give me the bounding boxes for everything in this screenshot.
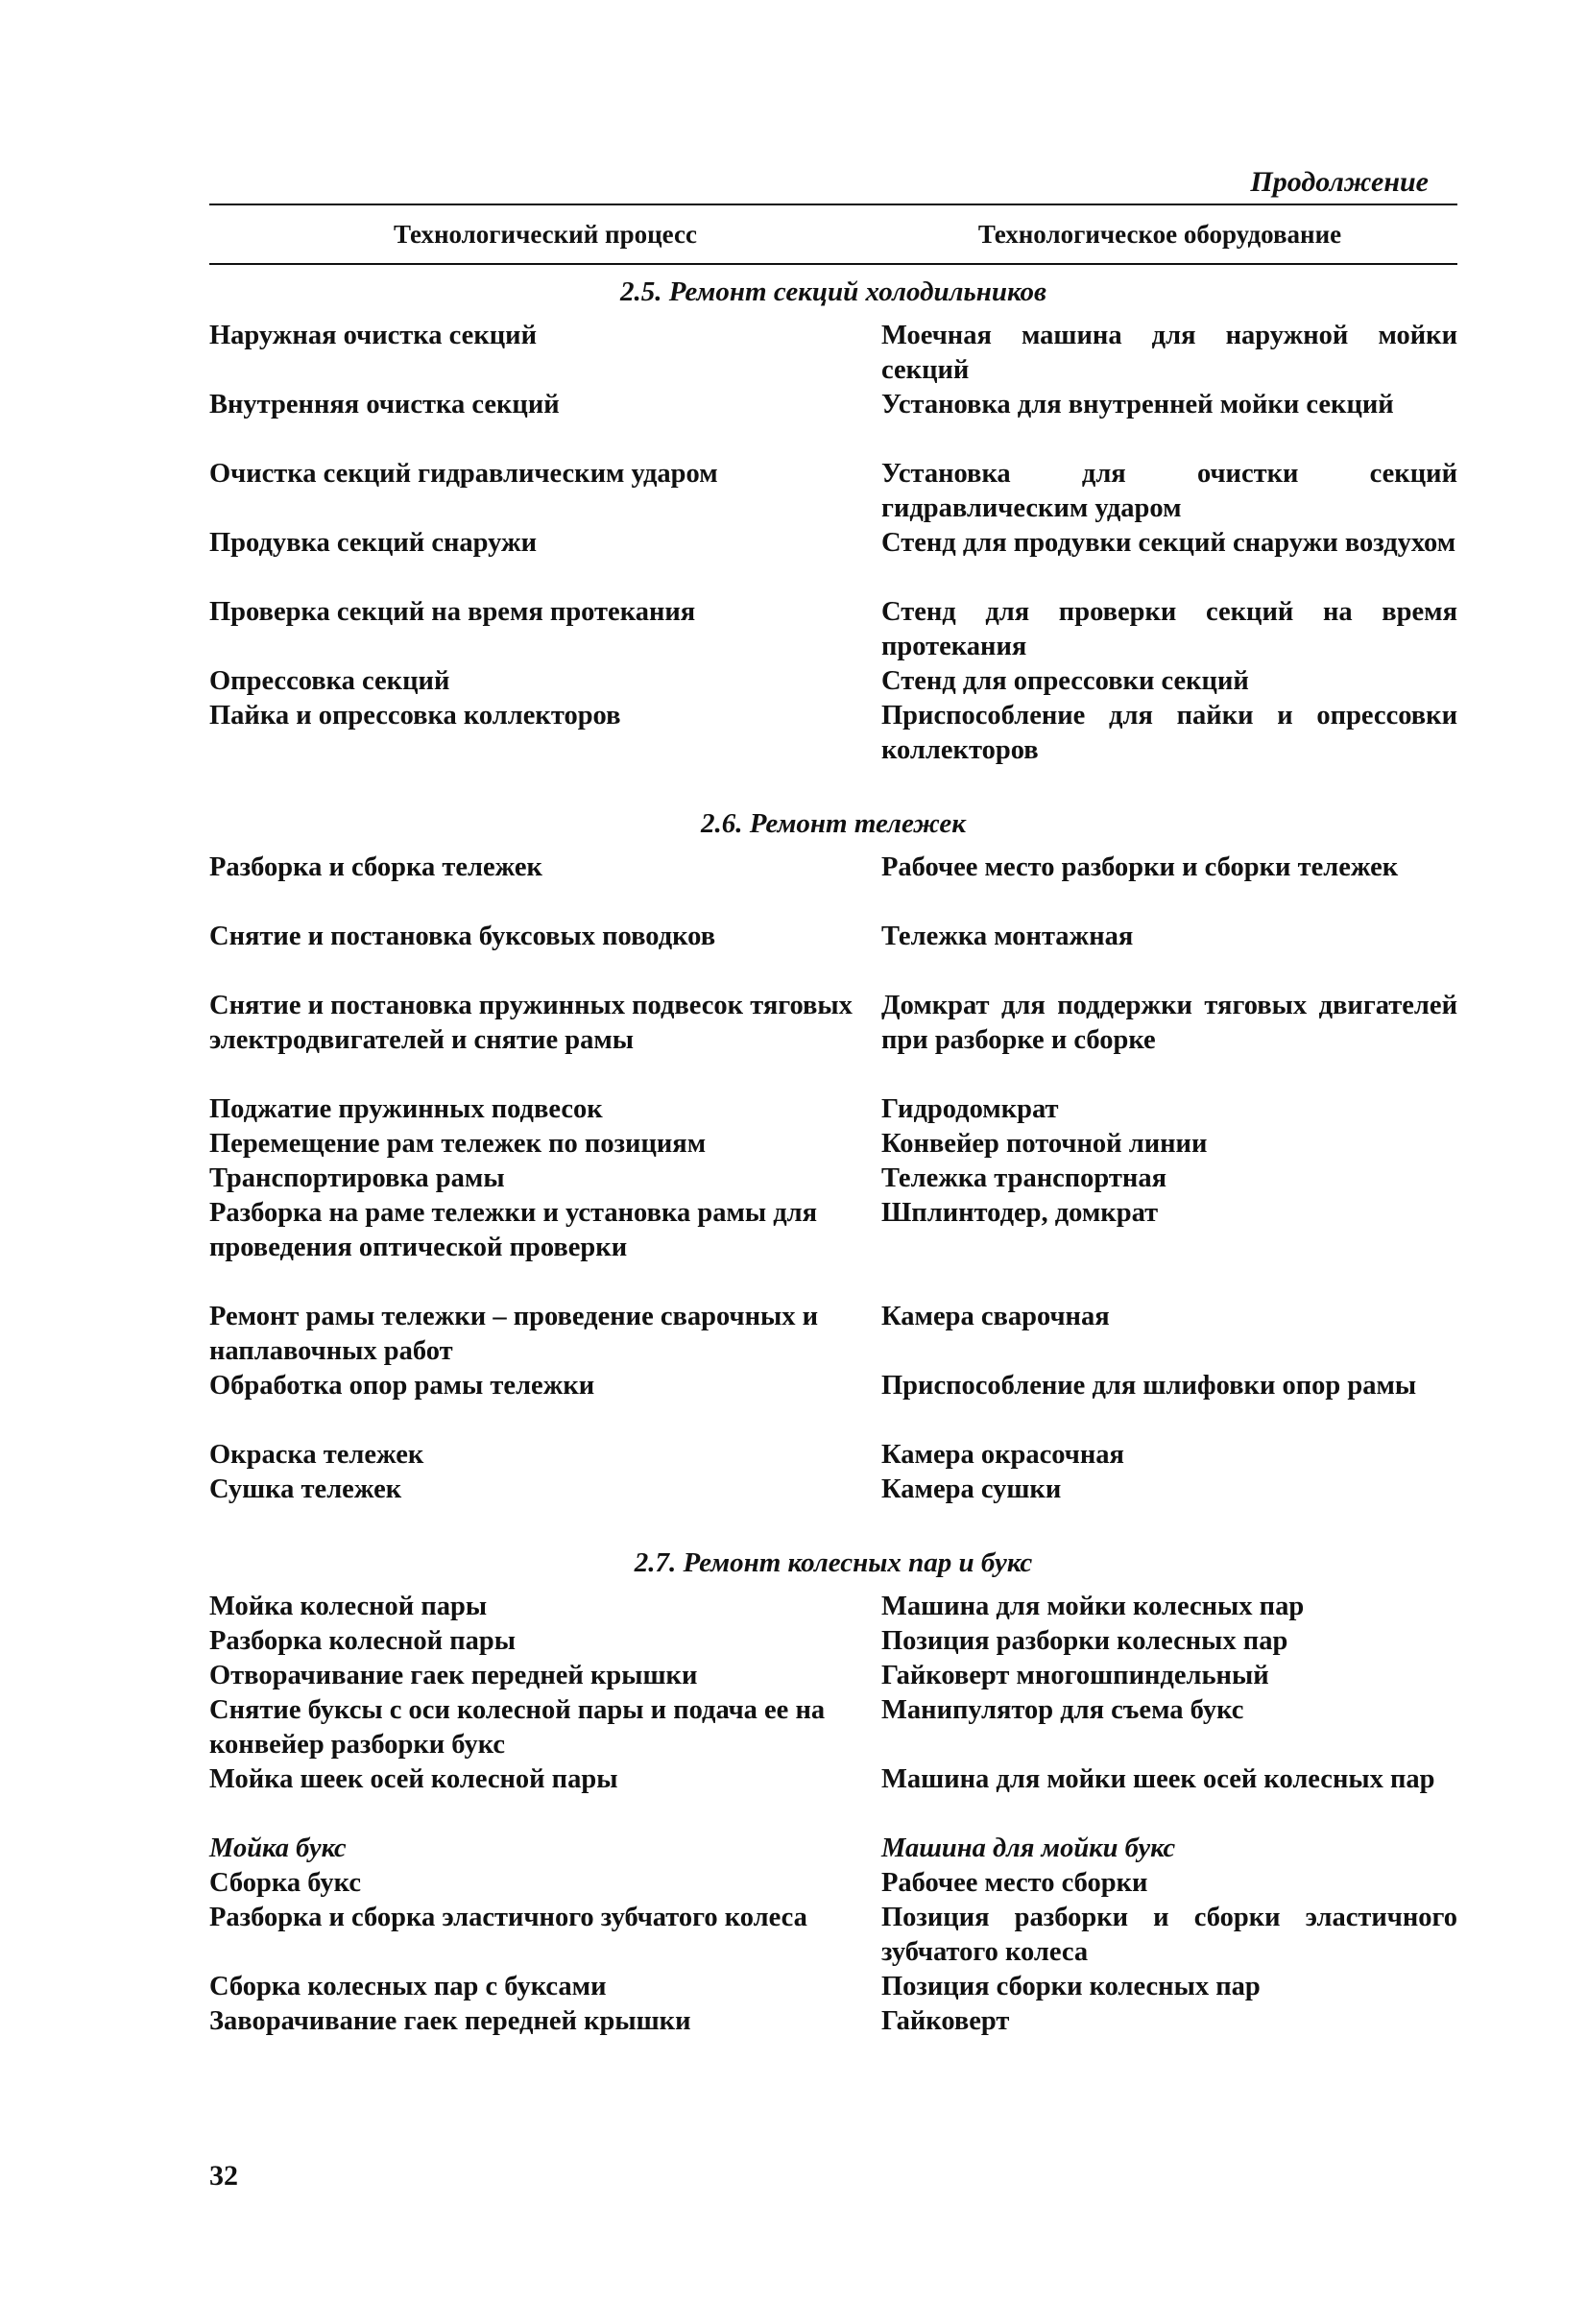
process-cell: Снятие и постановка пружинных подвесок тяговых электродвигателей и снятие рамы [209,991,853,1055]
table-row [209,1369,1457,1438]
equipment-cell: Машина для мойки букс [881,1833,1176,1863]
table-row [209,1300,1457,1369]
process-cell: Пайка и опрессовка коллекторов [209,701,621,731]
process-cell: Мойка шеек осей колесной пары [209,1764,618,1794]
process-cell: Разборка и сборка тележек [209,852,542,882]
table-row [209,1693,1457,1762]
table-row [209,1196,1457,1300]
table-row [209,1762,1457,1832]
equipment-cell: Позиция разборки колесных пар [881,1626,1288,1656]
process-cell: Заворачивание гаек передней крышки [209,2006,691,2036]
section-title: 2.6. Ремонт тележек [701,808,966,839]
equipment-cell: Гайковерт [881,2006,1010,2036]
header-process: Технологический процесс [394,219,697,249]
equipment-cell: Машина для мойки колесных пар [881,1592,1305,1621]
equipment-cell: Приспособление для шлифовки опор рамы [881,1371,1417,1401]
process-cell: Разборка колесной пары [209,1626,516,1656]
equipment-cell: Стенд для опрессовки секций [881,666,1249,696]
section-title: 2.7. Ремонт колесных пар и букс [634,1547,1033,1578]
process-cell: Поджатие пружинных подвесок [209,1094,603,1124]
equipment-cell: Позиция разборки и сборки эластичного зубчатого колеса [881,1903,1457,1967]
equipment-cell: Гидродомкрат [881,1094,1059,1124]
continuation-label: Продолжение [1250,166,1429,198]
table-row [209,920,1457,989]
page-number: 32 [209,2160,238,2192]
table-row [209,319,1457,388]
process-cell: Мойка колесной пары [209,1592,488,1621]
equipment-cell: Установка для внутренней мойки секций [881,390,1394,419]
equipment-cell: Гайковерт многошпиндельный [881,1661,1269,1690]
process-cell: Транспортировка рамы [209,1163,505,1193]
table-row [209,595,1457,664]
process-cell: Ремонт рамы тележки – проведение сварочных и наплавочных работ [209,1302,819,1366]
equipment-cell: Камера окрасочная [881,1440,1124,1470]
process-cell: Опрессовка секций [209,666,450,696]
equipment-cell: Манипулятор для съема букс [881,1695,1244,1725]
equipment-cell: Рабочее место разборки и сборки тележек [881,852,1399,882]
table-row [209,989,1457,1092]
equipment-cell: Позиция сборки колесных пар [881,1972,1261,2001]
table-row [209,1970,1457,2004]
process-cell: Наружная очистка секций [209,321,537,350]
table-row [209,1659,1457,1693]
table-header [209,204,1457,265]
section-title: 2.5. Ремонт секций холодильников [619,276,1047,307]
process-cell: Разборка и сборка эластичного зубчатого колеса [209,1903,807,1932]
section-gap [209,1507,1457,1536]
equipment-cell: Моечная машина для наружной мойки секций [881,321,1457,385]
equipment-cell: Приспособление для пайки и опрессовки коллекторов [881,701,1457,765]
process-cell: Разборка на раме тележки и установка рамы для проведения оптической проверки [209,1198,818,1262]
table-row [209,664,1457,699]
process-cell: Внутренняя очистка секций [209,390,560,419]
process-cell: Снятие и постановка буксовых поводков [209,922,716,951]
equipment-cell: Установка для очистки секций гидравлическим ударом [881,459,1457,523]
equipment-cell: Тележка монтажная [881,922,1134,951]
process-cell: Отворачивание гаек передней крышки [209,1661,698,1690]
equipment-cell: Стенд для продувки секций снаружи воздухом [881,528,1456,558]
process-cell: Продувка секций снаружи [209,528,538,558]
process-cell: Мойка букс [209,1833,347,1863]
equipment-cell: Рабочее место сборки [881,1868,1148,1898]
process-cell: Сборка колесных пар с буксами [209,1972,607,2001]
equipment-cell: Конвейер поточной линии [881,1129,1208,1159]
process-cell: Проверка секций на время протекания [209,597,696,627]
table-row [209,1866,1457,1901]
table-row [209,1473,1457,1507]
table-row [209,1127,1457,1162]
table-row [209,851,1457,920]
table-row [209,526,1457,595]
process-cell: Очистка секций гидравлическим ударом [209,459,718,489]
section-gap [209,768,1457,797]
table-row [209,1624,1457,1659]
table-row [209,1901,1457,1970]
table-row [209,1162,1457,1196]
table-row [209,388,1457,457]
table-row [209,699,1457,768]
process-cell: Окраска тележек [209,1440,424,1470]
process-cell: Перемещение рам тележек по позициям [209,1129,707,1159]
header-equipment: Технологическое оборудование [977,219,1342,249]
equipment-cell: Камера сварочная [881,1302,1110,1331]
table-row [209,1092,1457,1127]
table-row [209,1438,1457,1473]
equipment-cell: Тележка транспортная [881,1163,1166,1193]
process-cell: Сборка букс [209,1868,362,1898]
process-cell: Обработка опор рамы тележки [209,1371,595,1401]
table-row [209,1590,1457,1624]
table-container [209,161,1457,2039]
process-cell: Сушка тележек [209,1474,402,1504]
equipment-cell: Машина для мойки шеек осей колесных пар [881,1764,1435,1794]
equipment-cell: Стенд для проверки секций на время протекания [881,597,1457,661]
table-row [209,1832,1457,1866]
table-row [209,2004,1457,2039]
equipment-cell: Домкрат для поддержки тяговых двигателей при разборке и сборке [881,991,1457,1055]
process-cell: Снятие буксы с оси колесной пары и подача ее на конвейер разборки букс [209,1695,826,1760]
equipment-cell: Камера сушки [881,1474,1062,1504]
table-row [209,457,1457,526]
equipment-cell: Шплинтодер, домкрат [881,1198,1159,1228]
